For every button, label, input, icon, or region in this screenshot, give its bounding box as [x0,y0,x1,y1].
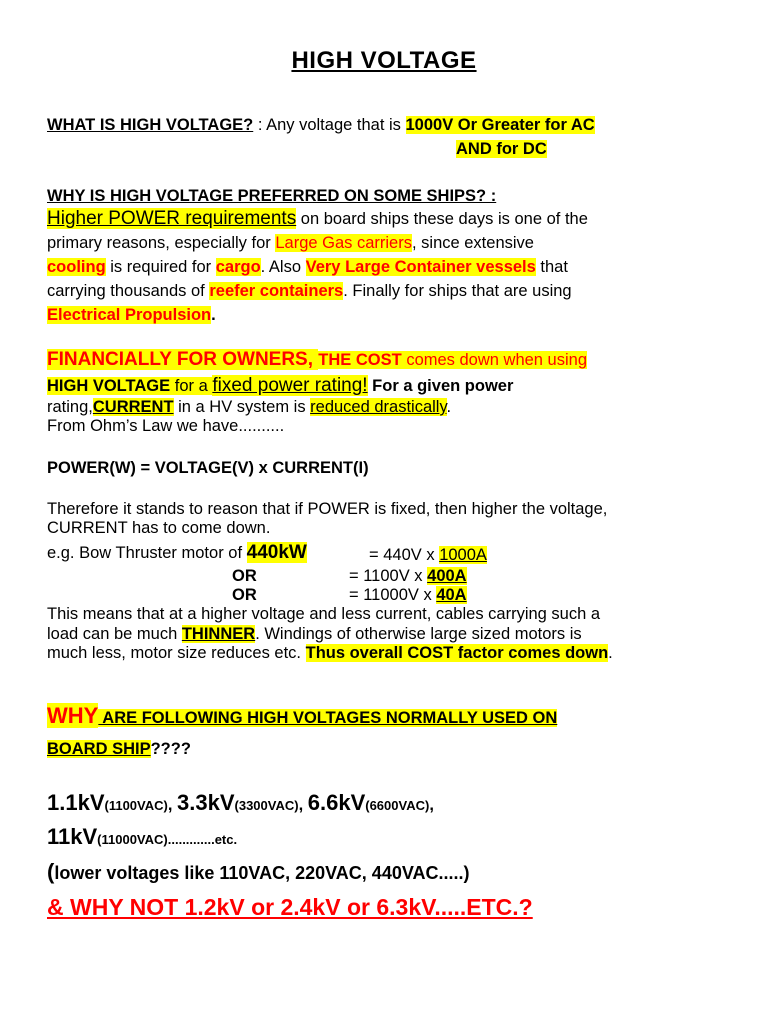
why-line-1 [47,703,558,728]
voltage-1: 1.1kV [47,790,105,815]
fin-period: . [446,398,452,416]
q1-label: WHAT IS HIGH VOLTAGE? [47,116,254,134]
q2-text-4: is required for [105,258,216,276]
example-prefix: e.g. Bow Thruster motor of [47,544,247,562]
q2-text-1: on board ships these days is one of the [296,210,588,228]
voltage-2-sub: (3300VAC) [234,798,299,813]
q2-cargo: cargo [215,258,261,276]
example-power: 440kW [246,542,307,563]
why-not-line: & WHY NOT 1.2kV or 2.4kV or 6.3kV.....ETC.? [47,894,533,920]
q2-gas-carriers: Large Gas carriers [275,234,412,252]
q2-container-vessels: Very Large Container vessels [305,258,536,276]
example-r2: = 1100V x [349,567,428,585]
voltage-4: 11kV [47,824,98,849]
q2-propulsion: Electrical Propulsion [47,306,212,324]
means-text-3: much less, motor size reduces etc. [47,644,306,662]
voltage-etc: .............etc. [167,832,238,847]
reason-line-2: CURRENT has to come down. [47,519,271,537]
means-thinner: THINNER [181,625,256,643]
why-heading: ARE FOLLOWING HIGH VOLTAGES NORMALLY USED ON [98,709,558,727]
fin-line-3 [47,397,451,417]
lower-voltages: lower voltages like 110VAC, 220VAC, 440VAC.....) [54,863,470,883]
fin-line-2 [47,376,513,396]
q2-text-3: , since extensive [411,234,534,252]
example-eq-1 [369,545,487,565]
q2-text-5: . Also [260,258,306,276]
voltage-4-sub: (11000VAC) [97,832,168,847]
example-or-2: OR [232,586,257,604]
fin-given-power: For a given power [367,377,514,395]
means-text-2: . Windings of otherwise large sized motors is [255,625,582,643]
example-r3: = 11000V x [349,586,437,604]
q1-text: Any voltage that is [266,116,406,134]
means-period: . [608,644,613,662]
q1-answer-b: AND for DC [456,140,547,158]
fin-the-cost: THE COST [318,351,407,369]
q2-label: WHY IS HIGH VOLTAGE PREFERRED ON SOME SHIPS? : [47,187,497,205]
q2-cooling: cooling [47,258,106,276]
q2-period: . [211,306,216,324]
fin-current: CURRENT [92,398,174,416]
fin-line-1 [47,350,587,370]
q2-text-6: that [535,258,568,276]
q2-line-5 [47,305,216,325]
fin-fixed-power: fixed power rating! [212,375,368,396]
means-text-1: load can be much [47,625,182,643]
q1-line-2 [456,139,547,159]
example-line-1 [47,543,307,563]
means-line-2 [47,624,582,644]
voltages-line-3 [47,858,470,888]
q2-line-1 [47,209,588,229]
q2-text-8: . Finally for ships that are using [343,282,572,300]
voltage-2: 3.3kV [177,790,235,815]
q2-text-2: primary reasons, especially for [47,234,276,252]
means-line-3 [47,643,613,663]
example-eq-2 [349,566,467,586]
fin-line-4: From Ohm’s Law we have.......... [47,417,285,435]
voltage-1-sub: (1100VAC) [104,798,168,813]
q2-reefer: reefer containers [209,282,344,300]
q1-answer-a: 1000V Or Greater for AC [405,116,595,134]
voltage-3-sub: (6600VAC) [365,798,430,813]
fin-heading: FINANCIALLY FOR OWNERS, [47,349,319,370]
fin-rating: rating, [47,398,93,416]
means-cost: Thus overall COST factor comes down [305,644,609,662]
example-eq-3 [349,585,467,605]
means-line-1: This means that at a higher voltage and less current, cables carrying such a [47,605,601,623]
example-eq: = 440V x [369,546,440,564]
example-or-1: OR [232,567,257,585]
q2-line-4 [47,281,572,301]
why-questions: ???? [150,740,191,758]
q2-line-3 [47,257,568,277]
fin-comes-down: comes down when using [406,351,587,369]
reason-line-1: Therefore it stands to reason that if POWER is fixed, then higher the voltage, [47,500,608,518]
voltages-line-1: 1.1kV(1100VAC), 3.3kV(3300VAC), 6.6kV(6600VAC), [47,790,434,815]
fin-reduced: reduced drastically [310,398,447,416]
fin-in-hv: in a HV system is [173,398,311,416]
why-board-ship: BOARD SHIP [47,740,151,758]
voltages-line-2 [47,823,237,854]
voltage-3: 6.6kV [307,790,366,815]
q2-text-7: carrying thousands of [47,282,210,300]
fin-for-a: for a [174,377,213,395]
fin-high-voltage: HIGH VOLTAGE [47,377,175,395]
q2-line-2 [47,233,534,253]
example-amp-1: 1000A [439,546,487,564]
page-title: HIGH VOLTAGE [291,47,477,74]
q2-higher-power: Higher POWER requirements [47,208,297,229]
q1-line [47,115,595,135]
example-amp-2: 400A [427,567,467,585]
why-line-2 [47,739,191,759]
q1-colon: : [253,116,267,134]
ohms-law-formula: POWER(W) = VOLTAGE(V) x CURRENT(I) [47,459,369,477]
why-word: WHY [47,703,99,728]
example-amp-3: 40A [436,586,467,604]
lower-paren: ( [47,859,55,884]
